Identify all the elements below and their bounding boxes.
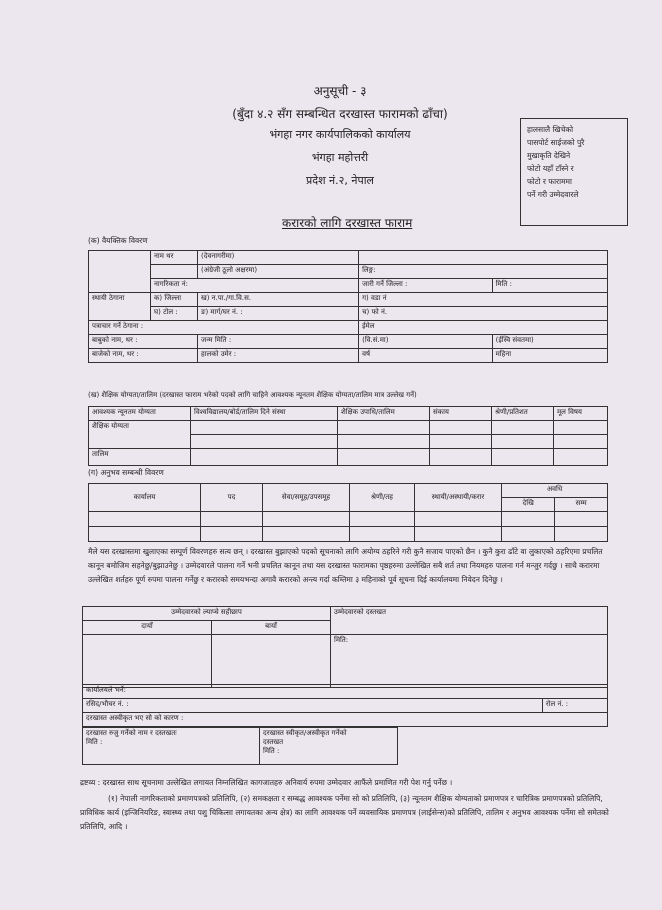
section-personal: (क) वैयक्तिक विवरण: [88, 236, 148, 245]
photo-instruction: फोटो यहाँ टाँस्ने र: [527, 164, 574, 173]
edu-cell[interactable]: [430, 435, 492, 449]
edu-cell[interactable]: [492, 421, 554, 435]
exp-cell[interactable]: [89, 527, 201, 542]
issue-date-field[interactable]: मिति :: [492, 279, 607, 293]
permanent-address-label: स्थायी ठेगाना: [89, 293, 151, 321]
edu-cell[interactable]: [338, 449, 430, 466]
exp-cell[interactable]: [350, 512, 415, 527]
verification-table: [82, 727, 398, 765]
father-name-field[interactable]: बाबुको नाम, थर :: [89, 335, 198, 349]
exp-cell[interactable]: [415, 527, 502, 542]
exp-cell[interactable]: [555, 527, 608, 542]
exp-header: श्रेणी/तह: [350, 484, 415, 512]
checker-label: दरखास्त रुजु गर्नेको नाम र दस्तखतः: [86, 729, 177, 737]
photo-instruction: फोटो र फाराममा: [527, 177, 572, 186]
empty-cell: [151, 265, 198, 279]
edu-cell[interactable]: [338, 421, 430, 435]
approver-label: दरखास्त स्वीकृत/अस्वीकृत गर्नेको: [263, 729, 347, 737]
annex-subtitle: (बुँदा ४.२ सँग सम्बन्धित दरखास्त फारामको ढाँचा): [232, 107, 448, 121]
edu-cell[interactable]: [492, 449, 554, 466]
signature-table: [82, 606, 608, 688]
exp-header: कार्यालय: [89, 484, 201, 512]
dob-bs-field[interactable]: (वि.सं.मा): [359, 335, 493, 349]
office-use-table: [82, 684, 608, 727]
exp-cell[interactable]: [502, 512, 555, 527]
edu-cell[interactable]: [554, 435, 608, 449]
grandfather-name-field[interactable]: बाजेको नाम, थर :: [89, 349, 198, 363]
approver-sign-label: दस्तखत: [263, 738, 284, 746]
office-province: प्रदेश नं.२, नेपाल: [305, 174, 375, 187]
exp-header: सेवा/समूह/उपसमूह: [263, 484, 350, 512]
exp-cell[interactable]: [201, 512, 263, 527]
checker-date-label: मिति :: [86, 738, 103, 746]
ward-field[interactable]: ग) वडा नं: [359, 293, 608, 307]
street-field[interactable]: ङ) मार्ग/घर नं. :: [198, 307, 359, 321]
exp-cell[interactable]: [89, 512, 201, 527]
photo-box[interactable]: [520, 118, 628, 226]
edu-header: विश्वविद्यालय/बोर्ड/तालिम दिने संस्था: [191, 407, 338, 421]
edu-cell[interactable]: [430, 421, 492, 435]
exp-cell[interactable]: [502, 527, 555, 542]
edu-cell[interactable]: [191, 421, 338, 435]
edu-cell[interactable]: [191, 449, 338, 466]
roll-field[interactable]: रोल नं. :: [542, 699, 607, 713]
experience-table: [88, 483, 608, 542]
edu-cell[interactable]: [338, 435, 430, 449]
photo-instruction: पासपोर्ट साईजको पुरै: [527, 138, 585, 147]
issue-district-field[interactable]: जारी गर्ने जिल्ला :: [359, 279, 493, 293]
photo-instruction: पर्ने गरी उम्मेदवारले: [527, 190, 579, 199]
district-field[interactable]: क) जिल्ला: [151, 293, 198, 307]
age-year-field[interactable]: वर्ष: [359, 349, 493, 363]
edu-header: आवश्यक न्यूनतम योग्यता: [89, 407, 191, 421]
edu-header: संकाय: [430, 407, 492, 421]
exp-from-header: देखि: [502, 498, 555, 512]
exp-cell[interactable]: [201, 527, 263, 542]
tole-field[interactable]: घ) टोल :: [151, 307, 198, 321]
right-thumb-label: दायाँ: [83, 621, 212, 635]
approver-cell[interactable]: [260, 728, 398, 765]
edu-cell[interactable]: [191, 435, 338, 449]
name-cell: [89, 251, 151, 293]
exp-cell[interactable]: [350, 527, 415, 542]
photo-instruction: हालसालै खिचेको: [527, 125, 574, 134]
english-label: (अंग्रेजी ठूलो अक्षरमा): [198, 265, 359, 279]
section-experience: (ग) अनुभव सम्बन्धी विवरण: [88, 468, 164, 477]
mailing-address-field[interactable]: पत्राचार गर्ने ठेगाना :: [89, 321, 359, 335]
annex-number: अनुसूची - ३: [313, 84, 367, 98]
education-table: [88, 406, 608, 466]
section-education: (ख) शैक्षिक योग्यता/तालिम (दरखास्त फाराम भरेको पदको लागि चाहिने आवश्यक न्यूनतम शैक्षिक योग्यता/तालिम मात्र उल्लेख गर्ने): [88, 391, 417, 399]
form-title: करारको लागि दरखास्त फाराम: [282, 216, 413, 230]
name-label: नाम थर: [151, 251, 198, 265]
dob-ad-field[interactable]: (ईस्वि संवतमा): [492, 335, 607, 349]
age-label: हालको उमेर :: [198, 349, 359, 363]
right-thumb-box[interactable]: [83, 635, 212, 688]
edu-header: शैक्षिक उपाधि/तालिम: [338, 407, 430, 421]
left-thumb-label: बायाँ: [212, 621, 331, 635]
office-location: भंगहा महोत्तरी: [311, 151, 369, 164]
declaration-text: मैले यस दरखास्तमा खुलाएका सम्पूर्ण विवरणहरु सत्य छन् । दरखास्त बुझाएको पदको सूचनाको लागि अयोग्य ठहरिने गरी कुनै सजाय पाएको छैन । कुनै कुरा ढाँटे वा लुकाएको ठहरिएमा प्रचलित कानून बमोजिम सहनेछु/बुझाउनेछु । उम्मेदवारले पालना गर्ने भनी प्रचलित कानून तथा यस दरखास्त फारामका पृष्ठहरुमा उल्लेखित सबै शर्त तथा नियमहरु पालना गर्न मन्जुर गर्दछु । साथै करारमा उल्लेखित शर्तहरु पूर्ण रुपमा पालना गर्नेछु र करारको समयभन्दा अगावै करारको अन्त्य गर्दा कम्तिमा ३ महिनाको पूर्व सूचना दिई कार्यालयमा निवेदन दिनेछु ।: [88, 547, 603, 584]
office-name: भंगहा नगर कार्यपालिकको कार्यालय: [269, 128, 411, 141]
office-use-label: कार्यालयले भर्ने:: [83, 685, 608, 699]
edu-header: मूल विषय: [554, 407, 608, 421]
photo-instruction: मुखाकृति देखिने: [527, 151, 571, 160]
approver-date-label: मिति :: [263, 747, 280, 755]
edu-header: श्रेणी/प्रतिशत: [492, 407, 554, 421]
citizenship-field[interactable]: नागरिकता नं:: [151, 279, 359, 293]
exp-cell[interactable]: [263, 527, 350, 542]
dob-label: जन्म मिति :: [198, 335, 359, 349]
age-month-field[interactable]: महिना: [492, 349, 607, 363]
edu-row-label: तालिम: [89, 449, 191, 466]
reject-reason-field[interactable]: दरखास्त अस्वीकृत भए सो को कारण :: [83, 713, 608, 727]
devanagari-label: (देवनागरीमा): [198, 251, 359, 265]
edu-cell[interactable]: [430, 449, 492, 466]
candidate-signature-label: उम्मेदवारको दस्तखत: [331, 607, 608, 635]
municipality-field[interactable]: ख) न.पा./गा.वि.स.: [198, 293, 359, 307]
exp-header: अवधि: [502, 484, 608, 498]
note-heading: द्रष्टव्य : दरखास्त साथ सूचनामा उल्लेखित लगायत निम्नलिखित कागजातहरु अनिवार्य रुपमा उम्मेदवार आफैंले प्रमाणित गरी पेश गर्नु पर्नेछ ।: [80, 778, 453, 787]
email-field[interactable]: ईमेल: [359, 321, 608, 335]
exp-to-header: सम्म: [555, 498, 608, 512]
edu-cell[interactable]: [554, 449, 608, 466]
exp-header: पद: [201, 484, 263, 512]
phone-field[interactable]: च) फो नं.: [359, 307, 608, 321]
exp-cell[interactable]: [415, 512, 502, 527]
edu-cell[interactable]: [492, 435, 554, 449]
exp-header: स्थायी/अस्थायी/करार: [415, 484, 502, 512]
exp-cell[interactable]: [555, 512, 608, 527]
exp-cell[interactable]: [263, 512, 350, 527]
signature-date-field[interactable]: मिति:: [331, 635, 608, 688]
edu-cell[interactable]: [554, 421, 608, 435]
personal-table: [88, 250, 608, 363]
devanagari-field[interactable]: [359, 251, 608, 265]
edu-row-label: शैक्षिक योग्यता: [89, 421, 191, 449]
left-thumb-box[interactable]: [212, 635, 331, 688]
note-document-list: (१) नेपाली नागरिकताको प्रमाणपत्रको प्रतिलिपि, (२) समकक्षता र सम्बद्ध आवश्यक पर्नेमा सो को प्रतिलिपि, (३) न्यूनतम शैक्षिक योग्यताको प्रमाणपत्र र चारित्रिक प्रमाणपत्रको प्रतिलिपि, प्राविधिक कार्य (इन्जिनियरिङ, स्वास्थ्य तथा पशु चिकित्सा लगायतका अन्य क्षेत्र) का लागि आवश्यक पर्ने व्यवसायिक प्रमाणपत्र (लाईसेन्स)को प्रतिलिपि, तालिम र अनुभव आवश्यक पर्नेमा सो समेतको प्रतिलिपि, आदि ।: [80, 794, 609, 831]
checker-cell[interactable]: [83, 728, 260, 765]
receipt-field[interactable]: रसिद/भौचर नं. :: [83, 699, 543, 713]
gender-field[interactable]: लिङ्ग:: [359, 265, 608, 279]
thumbprint-label: उम्मेदवारको ल्याप्चे सहीछाप: [83, 607, 331, 621]
